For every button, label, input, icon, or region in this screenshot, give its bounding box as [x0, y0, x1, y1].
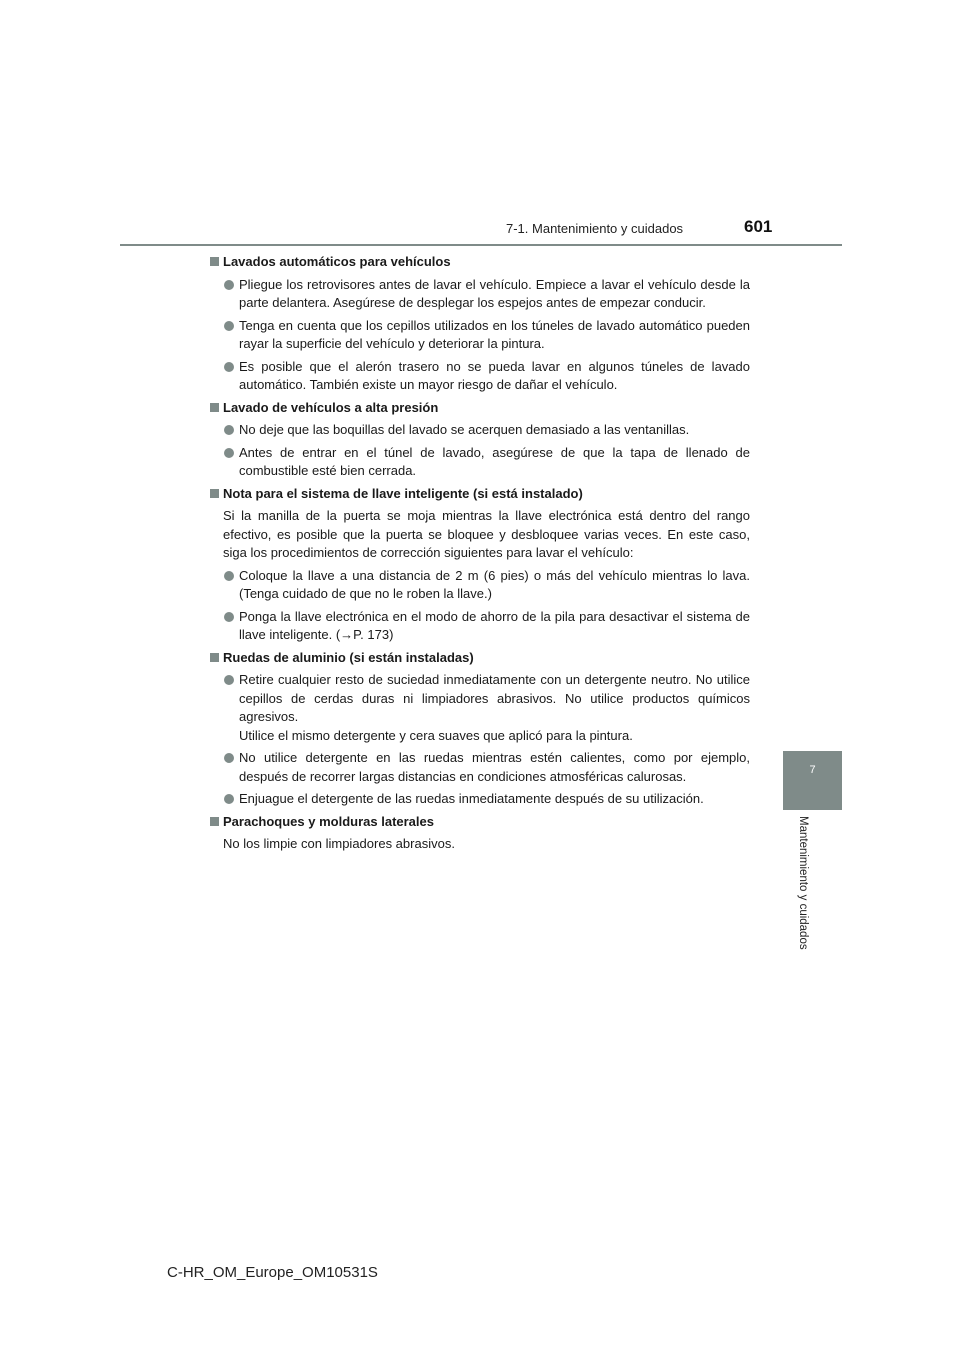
list-item [210, 749, 750, 786]
square-bullet-icon [210, 257, 219, 266]
round-bullet-icon [224, 321, 234, 331]
list-item [210, 608, 750, 645]
list-item [210, 421, 750, 440]
section-heading [210, 485, 750, 504]
round-bullet-icon [224, 753, 234, 763]
round-bullet-icon [224, 448, 234, 458]
round-bullet-icon [224, 362, 234, 372]
section-high-pressure-wash [210, 399, 750, 481]
square-bullet-icon [210, 403, 219, 412]
section-heading [210, 253, 750, 272]
square-bullet-icon [210, 489, 219, 498]
chapter-title-text: Mantenimiento y cuidados [797, 816, 809, 950]
section-paragraph: No los limpie con limpiadores abrasivos. [223, 836, 455, 851]
chapter-number: 7 [809, 764, 816, 776]
footer-document-code: C-HR_OM_Europe_OM10531S [167, 1264, 378, 1281]
heading-text: Nota para el sistema de llave inteligente (si está instalado) [223, 485, 583, 501]
section-aluminum-wheels [210, 649, 750, 809]
heading-text: Lavado de vehículos a alta presión [223, 399, 439, 415]
list-item [210, 358, 750, 395]
item-text: Enjuague el detergente de las ruedas inmediatamente después de su utilización. [239, 791, 704, 806]
list-item [210, 444, 750, 481]
item-text: No utilice detergente en las ruedas mientras estén calientes, como por ejemplo, después de recorrer largas distancias en condiciones atmosféricas calurosas. [239, 750, 750, 784]
section-heading [210, 813, 750, 832]
section-automatic-wash [210, 253, 750, 395]
item-extra-text: Utilice el mismo detergente y cera suaves que aplicó para la pintura. [239, 727, 633, 743]
item-text: Antes de entrar en el túnel de lavado, asegúrese de que la tapa de llenado de combustible esté bien cerrada. [239, 444, 750, 478]
item-text: Es posible que el alerón trasero no se pueda lavar en algunos túneles de lavado automático. También existe un mayor riesgo de dañar el vehículo. [239, 358, 750, 392]
item-text: Coloque la llave a una distancia de 2 m (6 pies) o más del vehículo mientras lo lava. (Tenga cuidado de que no le roben la llave.) [239, 567, 750, 601]
heading-text: Ruedas de aluminio (si están instaladas) [223, 649, 474, 665]
item-text: Ponga la llave electrónica en el modo de ahorro de la pila para desactivar el sistema de llave inteligente. (→P. 173) [239, 608, 750, 642]
page-number: 601 [744, 217, 773, 236]
list-item [210, 671, 750, 745]
section-paragraph: Si la manilla de la puerta se moja mientras la llave electrónica está dentro del rango efectivo, es posible que la puerta se bloquee y desbloquee varias veces. En este caso, siga los procedimientos de corrección siguientes para lavar el vehículo: [223, 508, 750, 560]
item-text: Pliegue los retrovisores antes de lavar el vehículo. Empiece a lavar el vehículo desde la parte delantera. Asegúrese de desplegar los espejos antes de empezar conducir. [239, 276, 750, 310]
list-item [210, 317, 750, 354]
page-header-section: 7-1. Mantenimiento y cuidados [506, 221, 684, 236]
list-item [210, 790, 750, 809]
round-bullet-icon [224, 794, 234, 804]
round-bullet-icon [224, 675, 234, 685]
section-smart-key-note [210, 485, 750, 645]
section-heading [210, 399, 750, 418]
list-item [210, 276, 750, 313]
header-rule [120, 244, 842, 246]
item-text: Tenga en cuenta que los cepillos utilizados en los túneles de lavado automático pueden rayar la superficie del vehículo y deteriorar la pintura. [239, 317, 750, 351]
chapter-side-title [791, 816, 811, 976]
square-bullet-icon [210, 653, 219, 662]
square-bullet-icon [210, 817, 219, 826]
page-content [210, 253, 750, 858]
item-text: Retire cualquier resto de suciedad inmediatamente con un detergente neutro. No utilice cepillos de cerdas duras ni limpiadores abrasivos. No utilice productos químicos agresivos. [239, 672, 750, 724]
list-item [210, 567, 750, 604]
round-bullet-icon [224, 280, 234, 290]
round-bullet-icon [224, 612, 234, 622]
section-heading [210, 649, 750, 668]
round-bullet-icon [224, 425, 234, 435]
item-text: No deje que las boquillas del lavado se acerquen demasiado a las ventanillas. [239, 422, 690, 437]
heading-text: Parachoques y molduras laterales [223, 813, 434, 829]
section-bumpers-moldings [210, 813, 750, 854]
chapter-tab [783, 751, 842, 810]
round-bullet-icon [224, 571, 234, 581]
heading-text: Lavados automáticos para vehículos [223, 254, 451, 269]
